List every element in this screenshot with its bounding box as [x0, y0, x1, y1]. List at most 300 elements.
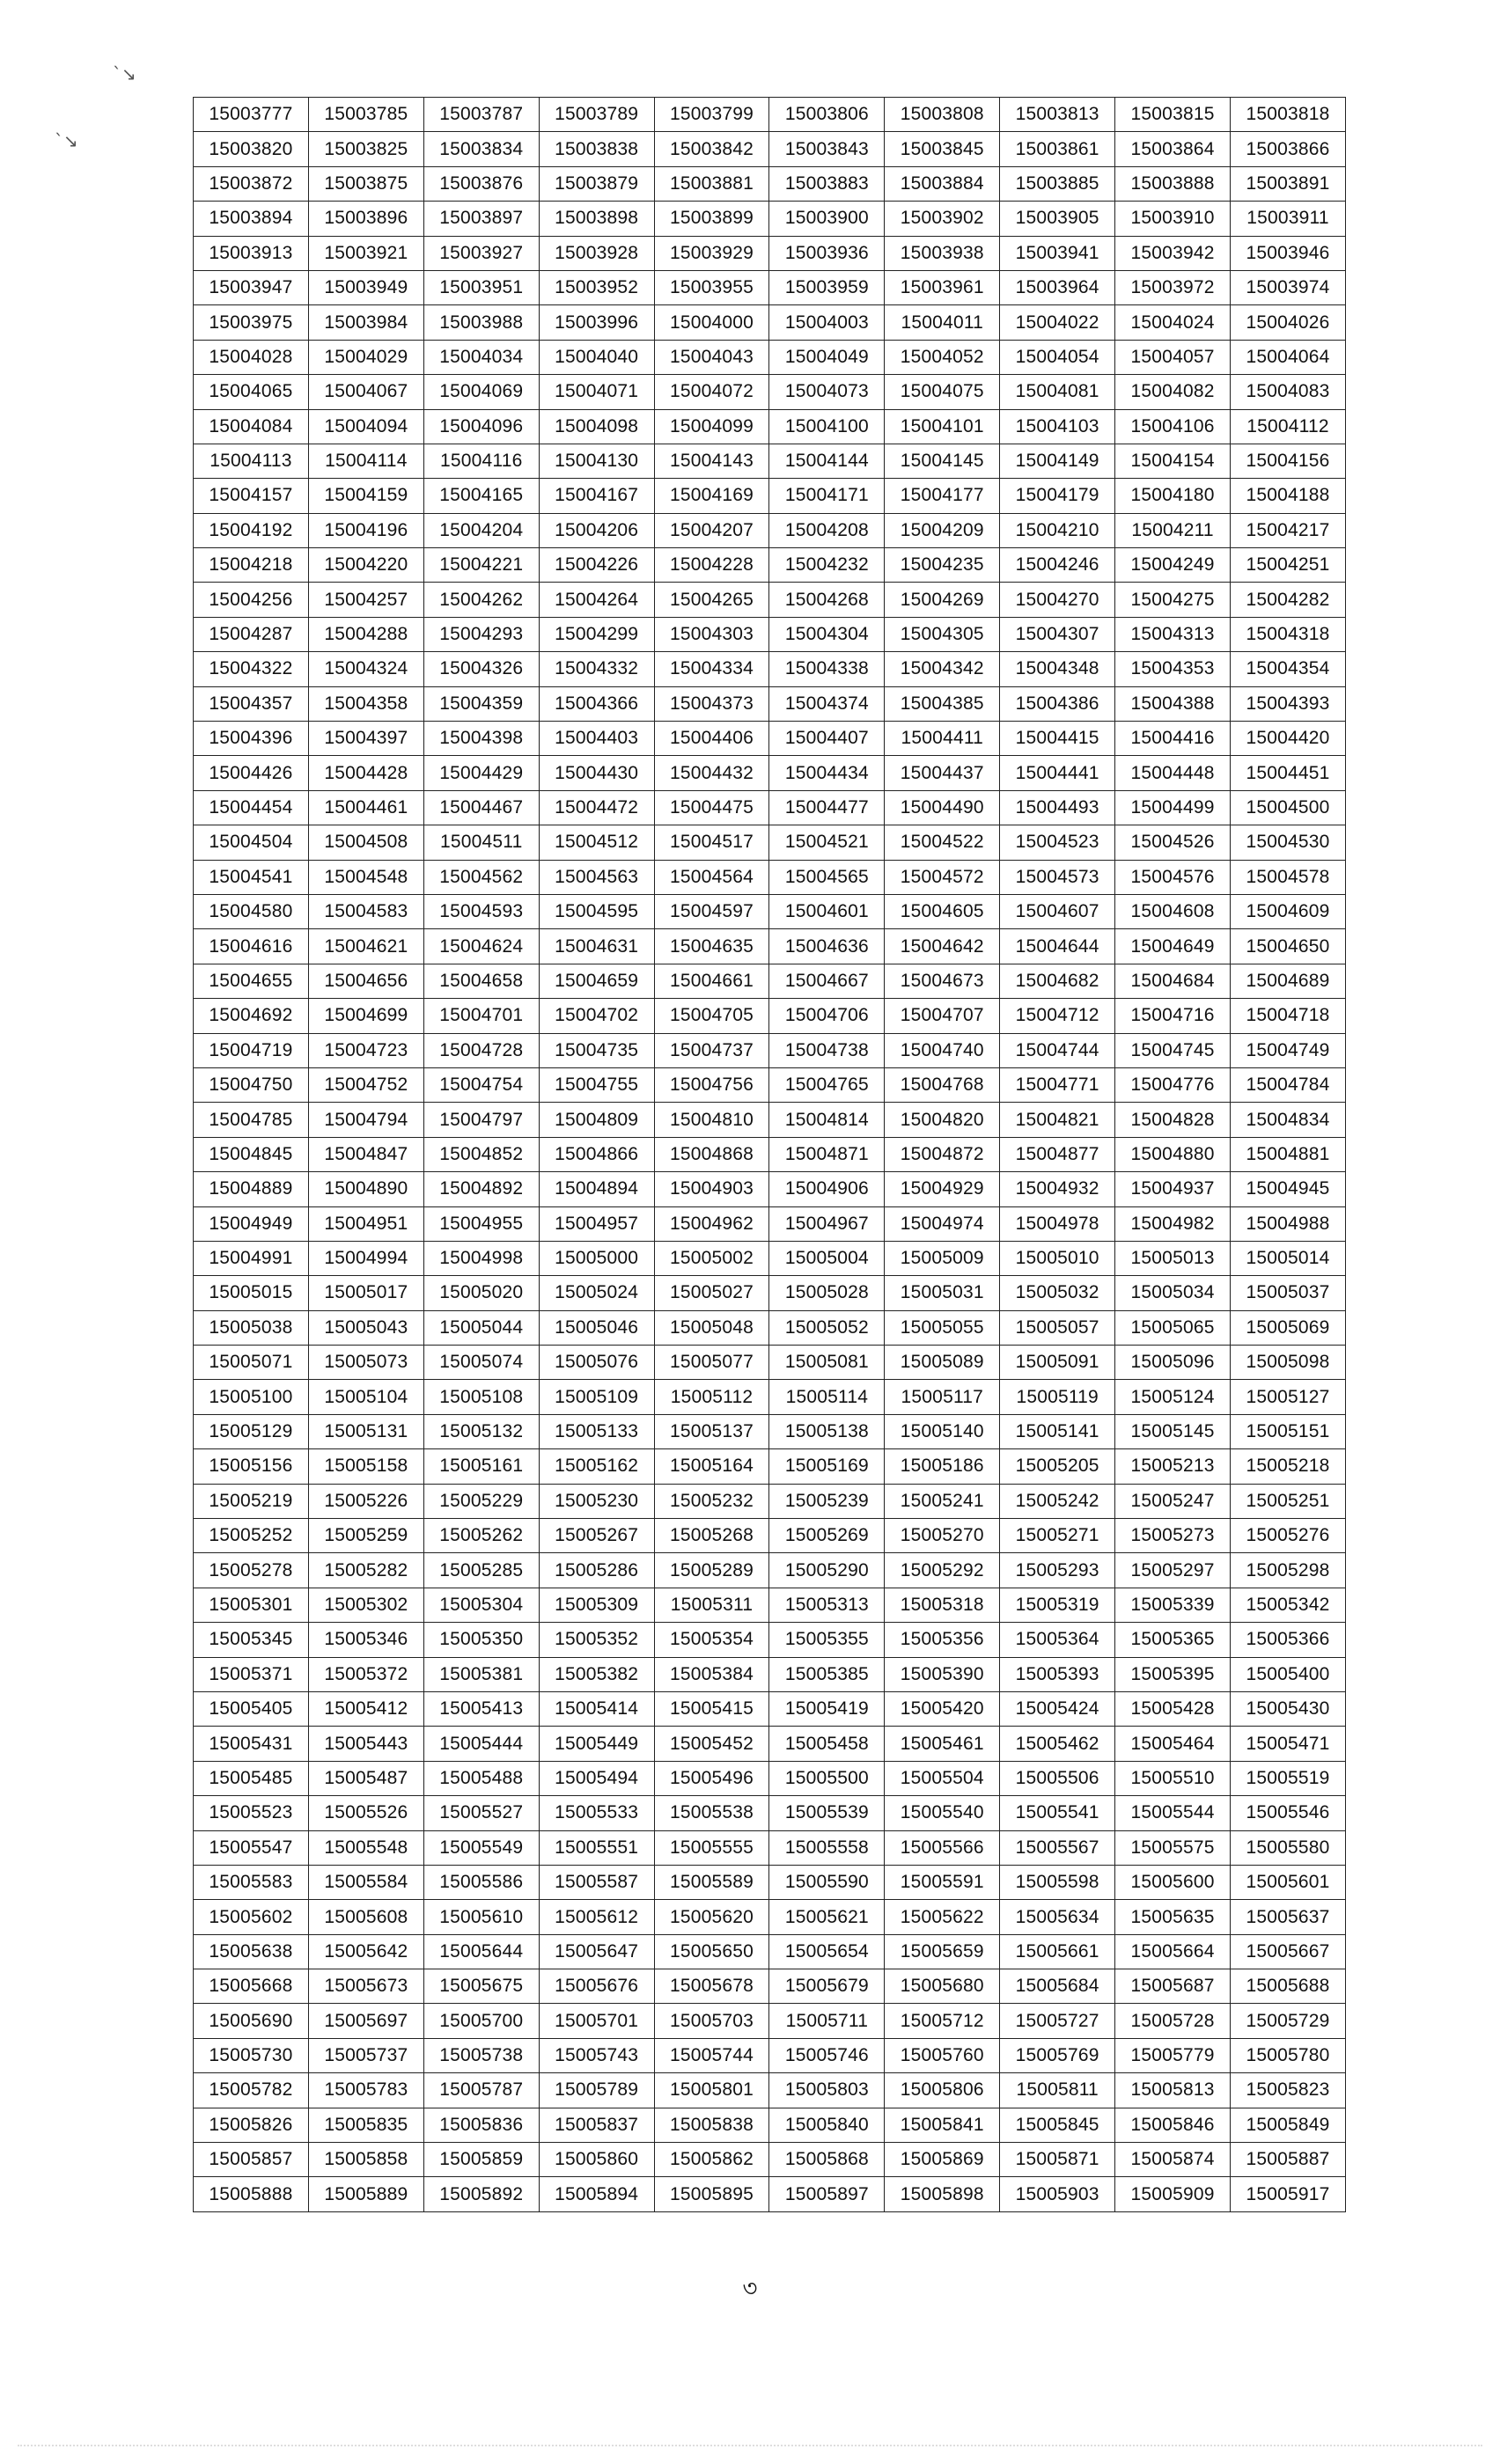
- roll-number-cell: 15005644: [423, 1934, 539, 1969]
- roll-number-cell: 15004169: [654, 479, 769, 513]
- roll-number-cell: 15004065: [194, 375, 309, 409]
- roll-number-cell: 15005032: [1000, 1276, 1115, 1310]
- roll-number-cell: 15004572: [885, 860, 1000, 894]
- roll-number-cell: 15005413: [423, 1691, 539, 1726]
- roll-number-cell: 15003946: [1231, 236, 1346, 270]
- roll-number-cell: 15004978: [1000, 1206, 1115, 1241]
- roll-number-cell: 15003952: [539, 270, 654, 304]
- roll-number-cell: 15004342: [885, 652, 1000, 686]
- roll-number-cell: 15005642: [308, 1934, 423, 1969]
- scan-mark-top: `↘: [113, 63, 136, 84]
- roll-number-cell: 15004749: [1231, 1033, 1346, 1067]
- roll-number-cell: 15004157: [194, 479, 309, 513]
- roll-number-cell: 15005697: [308, 2004, 423, 2038]
- roll-number-cell: 15005100: [194, 1380, 309, 1414]
- roll-number-cell: 15004945: [1231, 1172, 1346, 1206]
- roll-number-cell: 15005583: [194, 1865, 309, 1899]
- roll-number-cell: 15003894: [194, 202, 309, 236]
- roll-number-cell: 15004073: [769, 375, 885, 409]
- roll-number-cell: 15004156: [1231, 444, 1346, 478]
- roll-number-cell: 15004530: [1231, 825, 1346, 860]
- roll-number-cell: 15005276: [1231, 1519, 1346, 1553]
- roll-number-cell: 15004810: [654, 1103, 769, 1137]
- roll-number-cell: 15004071: [539, 375, 654, 409]
- roll-number-cell: 15005780: [1231, 2038, 1346, 2072]
- roll-number-cell: 15005230: [539, 1484, 654, 1518]
- roll-number-cell: 15005129: [194, 1414, 309, 1448]
- roll-number-cell: 15004054: [1000, 340, 1115, 374]
- roll-number-cell: 15003988: [423, 305, 539, 340]
- table-row: [194, 479, 1346, 513]
- roll-number-cell: 15005137: [654, 1414, 769, 1448]
- roll-number-cell: 15005412: [308, 1691, 423, 1726]
- roll-number-cell: 15004106: [1115, 409, 1231, 444]
- roll-number-cell: 15003996: [539, 305, 654, 340]
- roll-number-cell: 15004437: [885, 756, 1000, 790]
- roll-number-cell: 15005868: [769, 2143, 885, 2177]
- roll-number-cell: 15004521: [769, 825, 885, 860]
- table-row: [194, 686, 1346, 721]
- roll-number-cell: 15004081: [1000, 375, 1115, 409]
- roll-number-cell: 15004765: [769, 1067, 885, 1102]
- roll-number-cell: 15005269: [769, 1519, 885, 1553]
- roll-number-cell: 15003820: [194, 132, 309, 166]
- roll-number-cell: 15005313: [769, 1588, 885, 1622]
- roll-number-cell: 15005205: [1000, 1449, 1115, 1484]
- roll-number-cell: 15005601: [1231, 1865, 1346, 1899]
- roll-number-cell: 15004130: [539, 444, 654, 478]
- roll-number-cell: 15004475: [654, 790, 769, 825]
- roll-number-cell: 15004712: [1000, 999, 1115, 1033]
- roll-number-cell: 15005675: [423, 1969, 539, 2004]
- roll-number-cell: 15004493: [1000, 790, 1115, 825]
- roll-number-cell: 15005894: [539, 2177, 654, 2211]
- roll-number-cell: 15004828: [1115, 1103, 1231, 1137]
- roll-number-cell: 15004028: [194, 340, 309, 374]
- roll-number-cell: 15005650: [654, 1934, 769, 1969]
- scan-mark-left: `↘: [55, 130, 78, 151]
- roll-number-cell: 15004548: [308, 860, 423, 894]
- table-row: [194, 583, 1346, 617]
- roll-number-cell: 15004706: [769, 999, 885, 1033]
- roll-number-cell: 15004416: [1115, 722, 1231, 756]
- table-row: [194, 1588, 1346, 1622]
- roll-number-cell: 15004583: [308, 894, 423, 928]
- roll-number-cell: 15004026: [1231, 305, 1346, 340]
- roll-number-cell: 15005239: [769, 1484, 885, 1518]
- roll-number-cell: 15005712: [885, 2004, 1000, 2038]
- roll-number-cell: 15003955: [654, 270, 769, 304]
- roll-number-cell: 15004099: [654, 409, 769, 444]
- roll-number-cell: 15004167: [539, 479, 654, 513]
- roll-number-cell: 15005381: [423, 1657, 539, 1691]
- roll-number-cell: 15005342: [1231, 1588, 1346, 1622]
- table-row: [194, 1276, 1346, 1310]
- roll-number-cell: 15004353: [1115, 652, 1231, 686]
- roll-number-cell: 15004084: [194, 409, 309, 444]
- roll-number-cell: 15003876: [423, 166, 539, 201]
- roll-number-cell: 15003799: [654, 98, 769, 132]
- roll-number-cell: 15004705: [654, 999, 769, 1033]
- roll-number-cell: 15005889: [308, 2177, 423, 2211]
- roll-number-cell: 15005267: [539, 1519, 654, 1553]
- roll-number-cell: 15003875: [308, 166, 423, 201]
- roll-number-cell: 15004159: [308, 479, 423, 513]
- roll-number-cell: 15003845: [885, 132, 1000, 166]
- roll-number-cell: 15004144: [769, 444, 885, 478]
- roll-number-cell: 15003910: [1115, 202, 1231, 236]
- roll-number-table-body: [194, 98, 1346, 2212]
- table-row: [194, 1830, 1346, 1865]
- roll-number-cell: 15005366: [1231, 1623, 1346, 1657]
- table-row: [194, 1033, 1346, 1067]
- roll-number-cell: 15004636: [769, 929, 885, 964]
- roll-number-cell: 15004386: [1000, 686, 1115, 721]
- roll-number-cell: 15005444: [423, 1727, 539, 1761]
- table-row: [194, 1900, 1346, 1934]
- roll-number-cell: 15005371: [194, 1657, 309, 1691]
- table-row: [194, 270, 1346, 304]
- roll-number-cell: 15005384: [654, 1657, 769, 1691]
- table-row: [194, 1761, 1346, 1795]
- roll-number-cell: 15005262: [423, 1519, 539, 1553]
- roll-number-cell: 15005065: [1115, 1310, 1231, 1345]
- roll-number-cell: 15004834: [1231, 1103, 1346, 1137]
- roll-number-cell: 15005485: [194, 1761, 309, 1795]
- roll-number-cell: 15004103: [1000, 409, 1115, 444]
- table-row: [194, 1449, 1346, 1484]
- table-row: [194, 652, 1346, 686]
- roll-number-cell: 15004595: [539, 894, 654, 928]
- roll-number-cell: 15004785: [194, 1103, 309, 1137]
- roll-number-cell: 15004735: [539, 1033, 654, 1067]
- roll-number-cell: 15005319: [1000, 1588, 1115, 1622]
- roll-number-cell: 15003883: [769, 166, 885, 201]
- roll-number-cell: 15004821: [1000, 1103, 1115, 1137]
- roll-number-cell: 15004407: [769, 722, 885, 756]
- roll-number-cell: 15004768: [885, 1067, 1000, 1102]
- roll-number-cell: 15004490: [885, 790, 1000, 825]
- roll-number-cell: 15005737: [308, 2038, 423, 2072]
- roll-number-cell: 15004563: [539, 860, 654, 894]
- roll-number-cell: 15005690: [194, 2004, 309, 2038]
- roll-number-cell: 15005038: [194, 1310, 309, 1345]
- roll-number-cell: 15004373: [654, 686, 769, 721]
- roll-number-cell: 15004499: [1115, 790, 1231, 825]
- roll-number-cell: 15004932: [1000, 1172, 1115, 1206]
- table-row: [194, 1657, 1346, 1691]
- table-row: [194, 964, 1346, 998]
- roll-number-cell: 15004338: [769, 652, 885, 686]
- roll-number-cell: 15005241: [885, 1484, 1000, 1518]
- roll-number-cell: 15005806: [885, 2073, 1000, 2108]
- roll-number-cell: 15005558: [769, 1830, 885, 1865]
- roll-number-table: [193, 97, 1346, 2212]
- roll-number-cell: 15005544: [1115, 1796, 1231, 1830]
- roll-number-cell: 15004852: [423, 1137, 539, 1171]
- roll-number-cell: 15004500: [1231, 790, 1346, 825]
- roll-number-cell: 15004100: [769, 409, 885, 444]
- roll-number-cell: 15004262: [423, 583, 539, 617]
- roll-number-cell: 15004448: [1115, 756, 1231, 790]
- roll-number-cell: 15003879: [539, 166, 654, 201]
- roll-number-cell: 15004701: [423, 999, 539, 1033]
- roll-number-cell: 15005124: [1115, 1380, 1231, 1414]
- roll-number-cell: 15005046: [539, 1310, 654, 1345]
- roll-number-cell: 15005002: [654, 1241, 769, 1275]
- roll-number-cell: 15005471: [1231, 1727, 1346, 1761]
- roll-number-cell: 15004597: [654, 894, 769, 928]
- roll-number-cell: 15004929: [885, 1172, 1000, 1206]
- roll-number-cell: 15004689: [1231, 964, 1346, 998]
- roll-number-cell: 15005898: [885, 2177, 1000, 2211]
- roll-number-cell: 15005540: [885, 1796, 1000, 1830]
- table-row: [194, 1380, 1346, 1414]
- roll-number-cell: 15005538: [654, 1796, 769, 1830]
- roll-number-cell: 15004430: [539, 756, 654, 790]
- roll-number-cell: 15005586: [423, 1865, 539, 1899]
- roll-number-cell: 15004388: [1115, 686, 1231, 721]
- roll-number-cell: 15004511: [423, 825, 539, 860]
- roll-number-cell: 15005500: [769, 1761, 885, 1795]
- roll-number-cell: 15004880: [1115, 1137, 1231, 1171]
- roll-number-cell: 15004358: [308, 686, 423, 721]
- roll-number-cell: 15004477: [769, 790, 885, 825]
- roll-number-cell: 15004112: [1231, 409, 1346, 444]
- roll-number-cell: 15004957: [539, 1206, 654, 1241]
- roll-number-cell: 15004114: [308, 444, 423, 478]
- roll-number-cell: 15005523: [194, 1796, 309, 1830]
- roll-number-cell: 15004962: [654, 1206, 769, 1241]
- table-row: [194, 999, 1346, 1033]
- table-row: [194, 825, 1346, 860]
- roll-number-cell: 15003942: [1115, 236, 1231, 270]
- roll-number-cell: 15005527: [423, 1796, 539, 1830]
- roll-number-cell: 15005610: [423, 1900, 539, 1934]
- roll-number-cell: 15005589: [654, 1865, 769, 1899]
- roll-number-cell: 15004461: [308, 790, 423, 825]
- roll-number-cell: 15004052: [885, 340, 1000, 374]
- table-row: [194, 1172, 1346, 1206]
- roll-number-cell: 15004397: [308, 722, 423, 756]
- roll-number-cell: 15004264: [539, 583, 654, 617]
- roll-number-cell: 15005292: [885, 1553, 1000, 1588]
- roll-number-cell: 15003861: [1000, 132, 1115, 166]
- table-row: [194, 305, 1346, 340]
- roll-number-cell: 15004512: [539, 825, 654, 860]
- roll-number-cell: 15004522: [885, 825, 1000, 860]
- roll-number-cell: 15005013: [1115, 1241, 1231, 1275]
- roll-number-cell: 15004069: [423, 375, 539, 409]
- roll-number-cell: 15005169: [769, 1449, 885, 1484]
- roll-number-cell: 15004204: [423, 513, 539, 547]
- roll-number-cell: 15004541: [194, 860, 309, 894]
- roll-number-cell: 15004684: [1115, 964, 1231, 998]
- roll-number-cell: 15005247: [1115, 1484, 1231, 1518]
- roll-number-cell: 15005301: [194, 1588, 309, 1622]
- roll-number-cell: 15004270: [1000, 583, 1115, 617]
- table-row: [194, 2143, 1346, 2177]
- roll-number-cell: 15005590: [769, 1865, 885, 1899]
- roll-number-cell: 15003913: [194, 236, 309, 270]
- roll-number-cell: 15005091: [1000, 1346, 1115, 1380]
- roll-number-cell: 15004564: [654, 860, 769, 894]
- table-row: [194, 2038, 1346, 2072]
- roll-number-cell: 15005782: [194, 2073, 309, 2108]
- roll-number-cell: 15004814: [769, 1103, 885, 1137]
- roll-number-cell: 15005541: [1000, 1796, 1115, 1830]
- roll-number-cell: 15004949: [194, 1206, 309, 1241]
- roll-number-cell: 15004504: [194, 825, 309, 860]
- roll-number-cell: 15005836: [423, 2108, 539, 2142]
- roll-number-cell: 15004393: [1231, 686, 1346, 721]
- roll-number-cell: 15005133: [539, 1414, 654, 1448]
- roll-number-cell: 15005096: [1115, 1346, 1231, 1380]
- roll-number-cell: 15005218: [1231, 1449, 1346, 1484]
- roll-number-cell: 15005676: [539, 1969, 654, 2004]
- roll-number-cell: 15003975: [194, 305, 309, 340]
- roll-number-cell: 15004881: [1231, 1137, 1346, 1171]
- roll-number-cell: 15004282: [1231, 583, 1346, 617]
- roll-number-cell: 15004906: [769, 1172, 885, 1206]
- roll-number-cell: 15004334: [654, 652, 769, 686]
- roll-number-cell: 15004991: [194, 1241, 309, 1275]
- roll-number-cell: 15004432: [654, 756, 769, 790]
- roll-number-cell: 15004659: [539, 964, 654, 998]
- roll-number-cell: 15005024: [539, 1276, 654, 1310]
- roll-number-cell: 15003949: [308, 270, 423, 304]
- roll-number-cell: 15004756: [654, 1067, 769, 1102]
- roll-number-cell: 15003888: [1115, 166, 1231, 201]
- roll-number-cell: 15004738: [769, 1033, 885, 1067]
- roll-number-cell: 15004737: [654, 1033, 769, 1067]
- roll-number-cell: 15005575: [1115, 1830, 1231, 1865]
- roll-number-cell: 15005622: [885, 1900, 1000, 1934]
- roll-number-cell: 15005667: [1231, 1934, 1346, 1969]
- roll-number-cell: 15003902: [885, 202, 1000, 236]
- roll-number-cell: 15004601: [769, 894, 885, 928]
- roll-number-cell: 15005612: [539, 1900, 654, 1934]
- table-row: [194, 1137, 1346, 1171]
- roll-number-cell: 15003818: [1231, 98, 1346, 132]
- roll-number-cell: 15004988: [1231, 1206, 1346, 1241]
- roll-number-cell: 15004517: [654, 825, 769, 860]
- roll-number-cell: 15005787: [423, 2073, 539, 2108]
- roll-number-cell: 15005393: [1000, 1657, 1115, 1691]
- roll-number-cell: 15004565: [769, 860, 885, 894]
- table-row: [194, 1241, 1346, 1275]
- roll-number-cell: 15005232: [654, 1484, 769, 1518]
- roll-number-cell: 15004228: [654, 548, 769, 583]
- roll-number-cell: 15005293: [1000, 1553, 1115, 1588]
- roll-number-cell: 15003896: [308, 202, 423, 236]
- roll-number-cell: 15005219: [194, 1484, 309, 1518]
- roll-number-cell: 15005779: [1115, 2038, 1231, 2072]
- roll-number-cell: 15005346: [308, 1623, 423, 1657]
- roll-number-cell: 15005837: [539, 2108, 654, 2142]
- roll-number-cell: 15005637: [1231, 1900, 1346, 1934]
- roll-number-cell: 15004784: [1231, 1067, 1346, 1102]
- roll-number-cell: 15005620: [654, 1900, 769, 1934]
- roll-number-cell: 15004624: [423, 929, 539, 964]
- roll-number-cell: 15005104: [308, 1380, 423, 1414]
- roll-number-cell: 15005138: [769, 1414, 885, 1448]
- roll-number-cell: 15003905: [1000, 202, 1115, 236]
- roll-number-cell: 15004299: [539, 617, 654, 651]
- roll-number-cell: 15005420: [885, 1691, 1000, 1726]
- roll-number-cell: 15005162: [539, 1449, 654, 1484]
- roll-number-cell: 15003911: [1231, 202, 1346, 236]
- roll-number-cell: 15005015: [194, 1276, 309, 1310]
- roll-number-cell: 15005510: [1115, 1761, 1231, 1795]
- roll-number-cell: 15005382: [539, 1657, 654, 1691]
- roll-number-cell: 15005813: [1115, 2073, 1231, 2108]
- roll-number-cell: 15005803: [769, 2073, 885, 2108]
- roll-number-cell: 15005071: [194, 1346, 309, 1380]
- roll-number-cell: 15004868: [654, 1137, 769, 1171]
- roll-number-cell: 15004101: [885, 409, 1000, 444]
- roll-number-cell: 15004083: [1231, 375, 1346, 409]
- roll-number-cell: 15004196: [308, 513, 423, 547]
- table-row: [194, 202, 1346, 236]
- roll-number-cell: 15005462: [1000, 1727, 1115, 1761]
- roll-number-cell: 15004003: [769, 305, 885, 340]
- table-row: [194, 1865, 1346, 1899]
- roll-number-cell: 15005659: [885, 1934, 1000, 1969]
- roll-number-cell: 15005131: [308, 1414, 423, 1448]
- roll-number-cell: 15004580: [194, 894, 309, 928]
- roll-number-cell: 15004218: [194, 548, 309, 583]
- roll-number-cell: 15004523: [1000, 825, 1115, 860]
- roll-number-cell: 15005076: [539, 1346, 654, 1380]
- roll-number-cell: 15005164: [654, 1449, 769, 1484]
- roll-number-cell: 15004000: [654, 305, 769, 340]
- roll-number-cell: 15004357: [194, 686, 309, 721]
- table-row: [194, 513, 1346, 547]
- table-row: [194, 722, 1346, 756]
- roll-number-cell: 15005591: [885, 1865, 1000, 1899]
- roll-number-cell: 15005909: [1115, 2177, 1231, 2211]
- roll-number-cell: 15005213: [1115, 1449, 1231, 1484]
- roll-number-cell: 15005811: [1000, 2073, 1115, 2108]
- table-row: [194, 2108, 1346, 2142]
- roll-number-cell: 15004288: [308, 617, 423, 651]
- roll-number-cell: 15005664: [1115, 1934, 1231, 1969]
- roll-number-cell: 15005037: [1231, 1276, 1346, 1310]
- roll-number-cell: 15004451: [1231, 756, 1346, 790]
- roll-number-cell: 15005917: [1231, 2177, 1346, 2211]
- roll-number-cell: 15005278: [194, 1553, 309, 1588]
- roll-number-cell: 15005504: [885, 1761, 1000, 1795]
- roll-number-cell: 15005760: [885, 2038, 1000, 2072]
- roll-number-cell: 15004256: [194, 583, 309, 617]
- roll-number-cell: 15005903: [1000, 2177, 1115, 2211]
- roll-number-cell: 15004180: [1115, 479, 1231, 513]
- table-row: [194, 1414, 1346, 1448]
- roll-number-cell: 15004776: [1115, 1067, 1231, 1102]
- roll-number-cell: 15005074: [423, 1346, 539, 1380]
- roll-number-cell: 15003825: [308, 132, 423, 166]
- roll-number-cell: 15005519: [1231, 1761, 1346, 1795]
- roll-number-cell: 15005132: [423, 1414, 539, 1448]
- roll-number-cell: 15004937: [1115, 1172, 1231, 1206]
- roll-number-cell: 15005186: [885, 1449, 1000, 1484]
- roll-number-cell: 15004644: [1000, 929, 1115, 964]
- roll-number-cell: 15004573: [1000, 860, 1115, 894]
- roll-number-cell: 15004809: [539, 1103, 654, 1137]
- roll-number-cell: 15005309: [539, 1588, 654, 1622]
- roll-number-cell: 15004707: [885, 999, 1000, 1033]
